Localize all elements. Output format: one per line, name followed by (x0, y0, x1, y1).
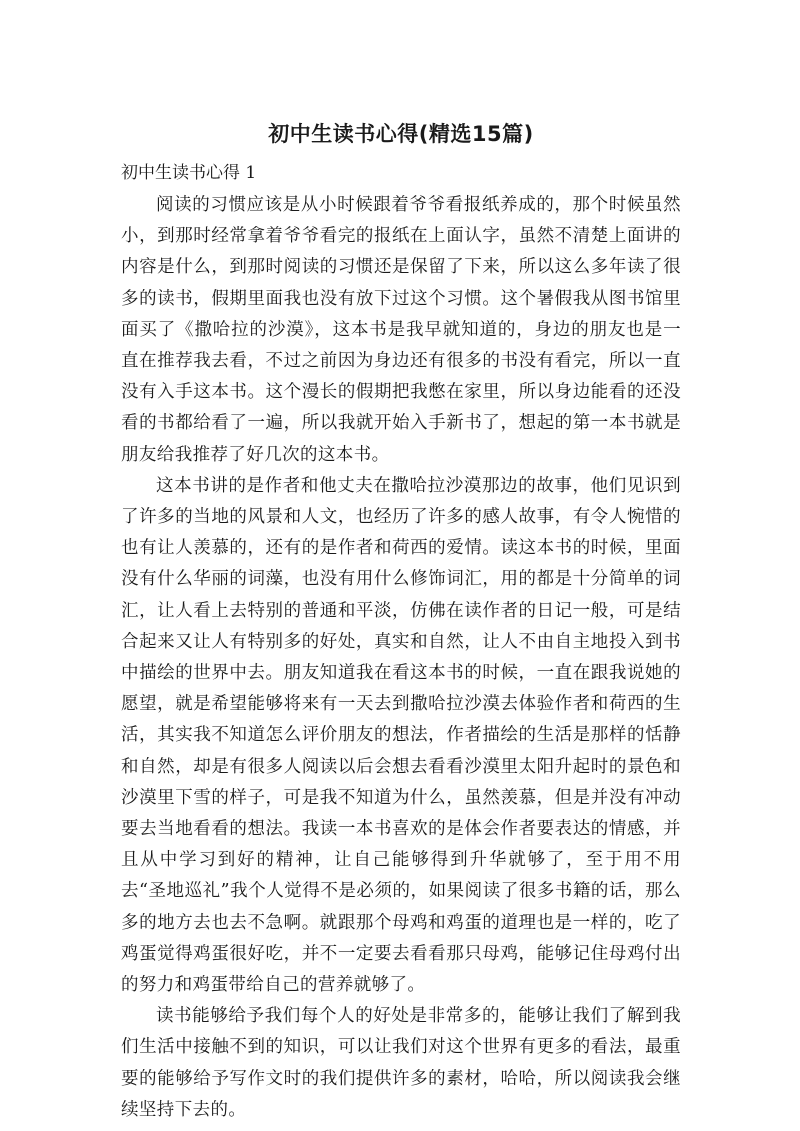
paragraph-2: 这本书讲的是作者和他丈夫在撒哈拉沙漠那边的故事，他们见识到了许多的当地的风景和人文，也经历了许多的感人故事，有令人惋惜的也有让人羡慕的，还有的是作者和荷西的爱情。读这本书的时候，里面没有什么华丽的词藻，也没有用什么修饰词汇，用的都是十分简单的词汇，让人看上去特别的普通和平淡，仿佛在读作者的日记一般，可是结合起来又让人有特别多的好处，真实和自然，让人不由自主地投入到书中描绘的世界中去。朋友知道我在看这本书的时候，一直在跟我说她的愿望，就是希望能够将来有一天去到撒哈拉沙漠去体验作者和荷西的生活，其实我不知道怎么评价朋友的想法，作者描绘的生活是那样的恬静和自然，却是有很多人阅读以后会想去看看沙漠里太阳升起时的景色和沙漠里下雪的样子，可是我不知道为什么，虽然羡慕，但是并没有冲动要去当地看看的想法。我读一本书喜欢的是体会作者要表达的情感，并且从中学习到好的精神，让自己能够得到升华就够了，至于用不用去“圣地巡礼”我个人觉得不是必须的，如果阅读了很多书籍的话，那么多的地方去也去不急啊。就跟那个母鸡和鸡蛋的道理也是一样的，吃了鸡蛋觉得鸡蛋很好吃，并不一定要去看看那只母鸡，能够记住母鸡付出的努力和鸡蛋带给自己的营养就够了。 (121, 475, 681, 996)
paragraph-1: 阅读的习惯应该是从小时候跟着爷爷看报纸养成的，那个时候虽然小，到那时经常拿着爷爷看完的报纸在上面认字，虽然不清楚上面讲的内容是什么，到那时阅读的习惯还是保留了下来，所以这么多年读了很多的读书，假期里面我也没有放下过这个习惯。这个暑假我从图书馆里面买了《撒哈拉的沙漠》，这本书是我早就知道的，身边的朋友也是一直在推荐我去看，不过之前因为身边还有很多的书没有看完，所以一直没有入手这本书。这个漫长的假期把我憋在家里，所以身边能看的还没看的书都给看了一遍，所以我就开始入手新书了，想起的第一本书就是朋友给我推荐了好几次的这本书。 (121, 195, 681, 465)
document-page (121, 118, 681, 1126)
document-body (121, 190, 681, 1126)
paragraph-3: 读书能够给予我们每个人的好处是非常多的，能够让我们了解到我们生活中接触不到的知识，可以让我们对这个世界有更多的看法，最重要的能够给予写作文时的我们提供许多的素材，哈哈，所以阅读我会继续坚持下去的。 (121, 1006, 681, 1120)
document-title: 初中生读书心得(精选15篇) (268, 122, 534, 146)
section-heading: 初中生读书心得 1 (121, 163, 257, 183)
